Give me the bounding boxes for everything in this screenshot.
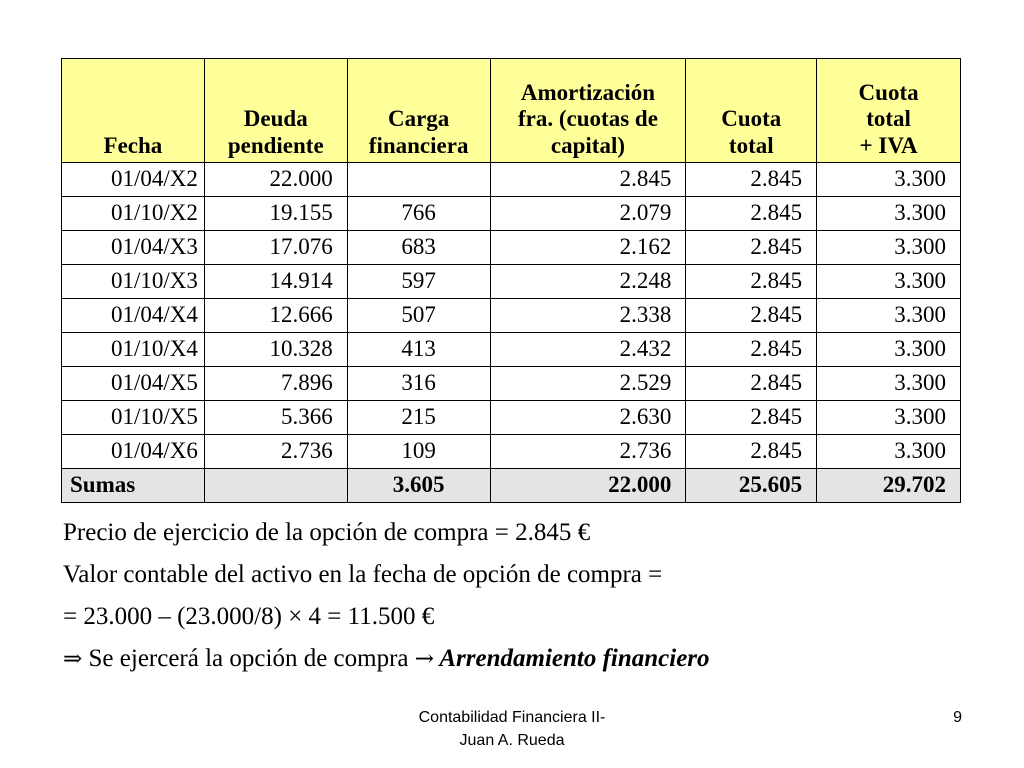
table-body — [62, 163, 961, 469]
totals-deuda — [204, 469, 347, 503]
cell-fecha: 01/04/X5 — [62, 367, 205, 401]
cell-amortizacion: 2.630 — [490, 401, 686, 435]
cell-amortizacion: 2.529 — [490, 367, 686, 401]
cell-amortizacion: 2.338 — [490, 299, 686, 333]
cell-deuda: 10.328 — [204, 333, 347, 367]
table-row — [62, 435, 961, 469]
table-row — [62, 401, 961, 435]
implies-arrow-icon: ⇒ — [63, 646, 83, 672]
note-conclusion — [63, 638, 983, 680]
notes-block — [63, 512, 983, 680]
footer-course: Contabilidad Financiera II- — [418, 709, 606, 726]
cell-amortizacion: 2.079 — [490, 197, 686, 231]
header-cuota-line1: Cuota — [721, 106, 782, 132]
table-row — [62, 333, 961, 367]
cell-carga — [347, 163, 490, 197]
cell-amortizacion: 2.432 — [490, 333, 686, 367]
note-book-value: Valor contable del activo en la fecha de opción de compra = — [63, 561, 663, 588]
cell-cuota-iva: 3.300 — [817, 299, 961, 333]
cell-carga: 316 — [347, 367, 490, 401]
cell-cuota-iva: 3.300 — [817, 401, 961, 435]
cell-amortizacion: 2.845 — [490, 163, 686, 197]
amortization-table — [61, 58, 961, 503]
cell-cuota: 2.845 — [686, 333, 817, 367]
footer-author: Juan A. Rueda — [459, 732, 565, 749]
cell-cuota-iva: 3.300 — [817, 231, 961, 265]
cell-fecha: 01/04/X2 — [62, 163, 205, 197]
header-iva-line2: total — [866, 106, 911, 132]
footer-credit — [362, 706, 662, 752]
cell-amortizacion: 2.248 — [490, 265, 686, 299]
cell-deuda: 14.914 — [204, 265, 347, 299]
header-amort-line3: capital) — [550, 132, 626, 158]
header-cuota-total-iva — [817, 59, 961, 163]
cell-carga: 109 — [347, 435, 490, 469]
cell-fecha: 01/10/X2 — [62, 197, 205, 231]
cell-cuota: 2.845 — [686, 197, 817, 231]
header-carga-line2: financiera — [368, 132, 469, 158]
cell-cuota: 2.845 — [686, 231, 817, 265]
cell-carga: 597 — [347, 265, 490, 299]
cell-deuda: 7.896 — [204, 367, 347, 401]
cell-fecha: 01/04/X4 — [62, 299, 205, 333]
cell-amortizacion: 2.162 — [490, 231, 686, 265]
cell-cuota: 2.845 — [686, 299, 817, 333]
cell-amortizacion: 2.736 — [490, 435, 686, 469]
table-row — [62, 197, 961, 231]
cell-cuota-iva: 3.300 — [817, 163, 961, 197]
header-iva-line1: Cuota — [858, 79, 919, 105]
table-row — [62, 299, 961, 333]
table-row — [62, 265, 961, 299]
right-arrow-icon: → — [414, 646, 435, 672]
page-number: 9 — [953, 709, 962, 726]
cell-deuda: 12.666 — [204, 299, 347, 333]
totals-label: Sumas — [62, 469, 205, 503]
header-carga-line1: Carga — [387, 106, 450, 132]
header-iva-line3: + IVA — [859, 132, 918, 158]
cell-carga: 413 — [347, 333, 490, 367]
table-header-row — [62, 59, 961, 163]
header-cuota-line2: total — [728, 132, 774, 158]
cell-fecha: 01/04/X6 — [62, 435, 205, 469]
header-carga-financiera — [347, 59, 490, 163]
totals-cuota: 25.605 — [686, 469, 817, 503]
table-row — [62, 231, 961, 265]
cell-fecha: 01/10/X3 — [62, 265, 205, 299]
note-exercise-price: Precio de ejercicio de la opción de compra = 2.845 € — [63, 519, 591, 546]
totals-row — [62, 469, 961, 503]
header-amort-line2: fra. (cuotas de — [518, 106, 658, 132]
cell-cuota: 2.845 — [686, 265, 817, 299]
cell-fecha: 01/10/X5 — [62, 401, 205, 435]
header-fecha — [62, 59, 205, 163]
note-book-value-calc: = 23.000 – (23.000/8) × 4 = 11.500 € — [63, 603, 435, 630]
cell-carga: 683 — [347, 231, 490, 265]
cell-fecha: 01/04/X3 — [62, 231, 205, 265]
cell-cuota-iva: 3.300 — [817, 367, 961, 401]
table-row — [62, 367, 961, 401]
header-cuota-total — [686, 59, 817, 163]
totals-carga: 3.605 — [347, 469, 490, 503]
cell-cuota-iva: 3.300 — [817, 333, 961, 367]
cell-cuota: 2.845 — [686, 401, 817, 435]
totals-iva: 29.702 — [817, 469, 961, 503]
cell-deuda: 22.000 — [204, 163, 347, 197]
cell-fecha: 01/10/X4 — [62, 333, 205, 367]
cell-deuda: 17.076 — [204, 231, 347, 265]
header-amort-line1: Amortización — [520, 79, 656, 105]
header-amortizacion — [490, 59, 686, 163]
cell-carga: 507 — [347, 299, 490, 333]
totals-amort: 22.000 — [490, 469, 686, 503]
cell-cuota: 2.845 — [686, 367, 817, 401]
cell-cuota-iva: 3.300 — [817, 435, 961, 469]
cell-deuda: 2.736 — [204, 435, 347, 469]
cell-cuota-iva: 3.300 — [817, 197, 961, 231]
cell-carga: 766 — [347, 197, 490, 231]
header-deuda-line1: Deuda — [243, 106, 308, 132]
table-row — [62, 163, 961, 197]
cell-deuda: 19.155 — [204, 197, 347, 231]
cell-cuota: 2.845 — [686, 163, 817, 197]
header-deuda-line2: pendiente — [227, 132, 324, 158]
note-conclusion-emphasis: Arrendamiento financiero — [434, 645, 710, 672]
header-fecha-text: Fecha — [103, 132, 163, 158]
header-deuda-pendiente — [204, 59, 347, 163]
cell-cuota: 2.845 — [686, 435, 817, 469]
cell-deuda: 5.366 — [204, 401, 347, 435]
cell-carga: 215 — [347, 401, 490, 435]
note-conclusion-text: Se ejercerá la opción de compra — [82, 645, 415, 672]
cell-cuota-iva: 3.300 — [817, 265, 961, 299]
